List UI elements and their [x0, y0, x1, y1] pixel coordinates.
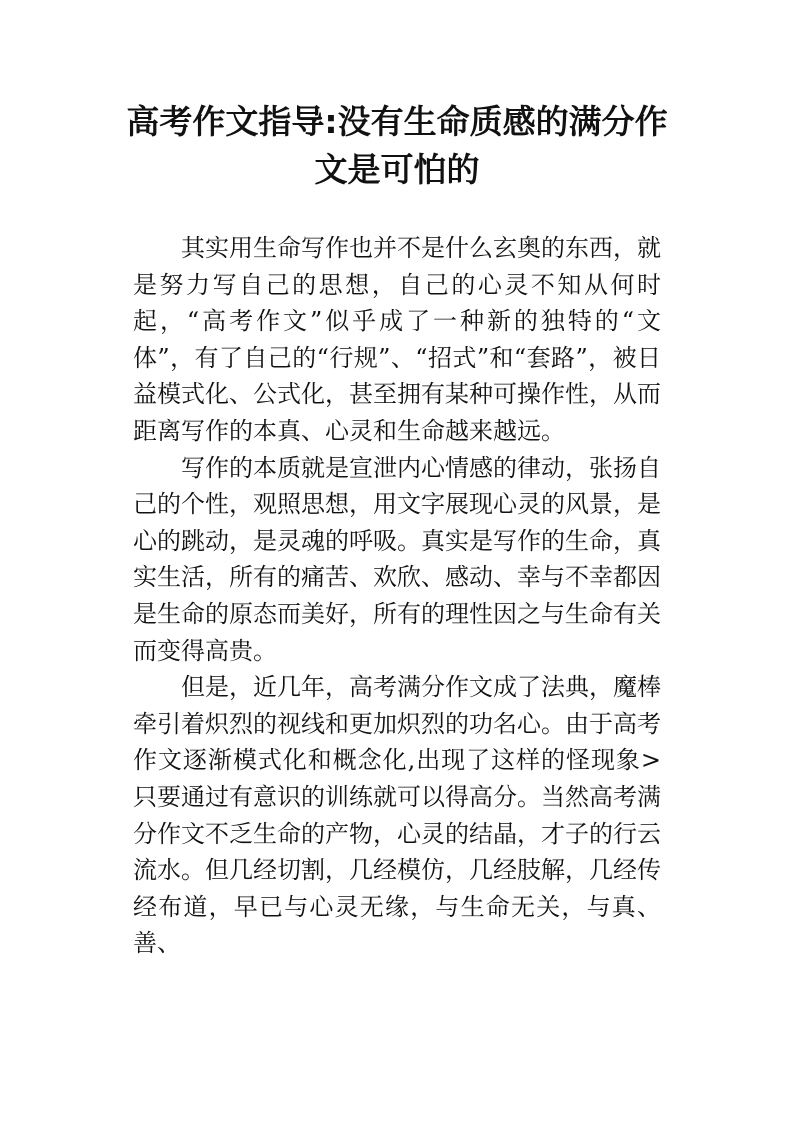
document-title: 高考作文指导:没有生命质感的满分作文是可怕的	[126, 102, 668, 189]
paragraph-1: 其实用生命写作也并不是什么玄奥的东西，就是努力写自己的思想，自己的心灵不知从何时起，“高考作文”似乎成了一种新的独特的“文体”，有了自己的“行规”、“招式”和“套路”，被日益模式化、公式化，甚至拥有某种可操作性，从而距离写作的本真、心灵和生命越来越远。	[133, 234, 661, 445]
paragraph-2: 写作的本质就是宣泄内心情感的律动，张扬自己的个性，观照思想，用文字展现心灵的风景，是心的跳动，是灵魂的呼吸。真实是写作的生命，真实生活，所有的痛苦、欢欣、感动、幸与不幸都因是生命的原态而美好，所有的理性因之与生命有关而变得高贵。	[133, 453, 661, 665]
document-body	[133, 230, 661, 962]
paragraph-3: 但是，近几年，高考满分作文成了法典，魔棒牵引着炽烈的视线和更加炽烈的功名心。由于高考作文逐渐模式化和概念化,出现了这样的怪现象>只要通过有意识的训练就可以得高分。当然高考满分作文不乏生命的产物，心灵的结晶，才子的行云流水。但几经切割，几经模仿，几经肢解，几经传经布道，早已与心灵无缘，与生命无关，与真、善、	[133, 673, 661, 958]
